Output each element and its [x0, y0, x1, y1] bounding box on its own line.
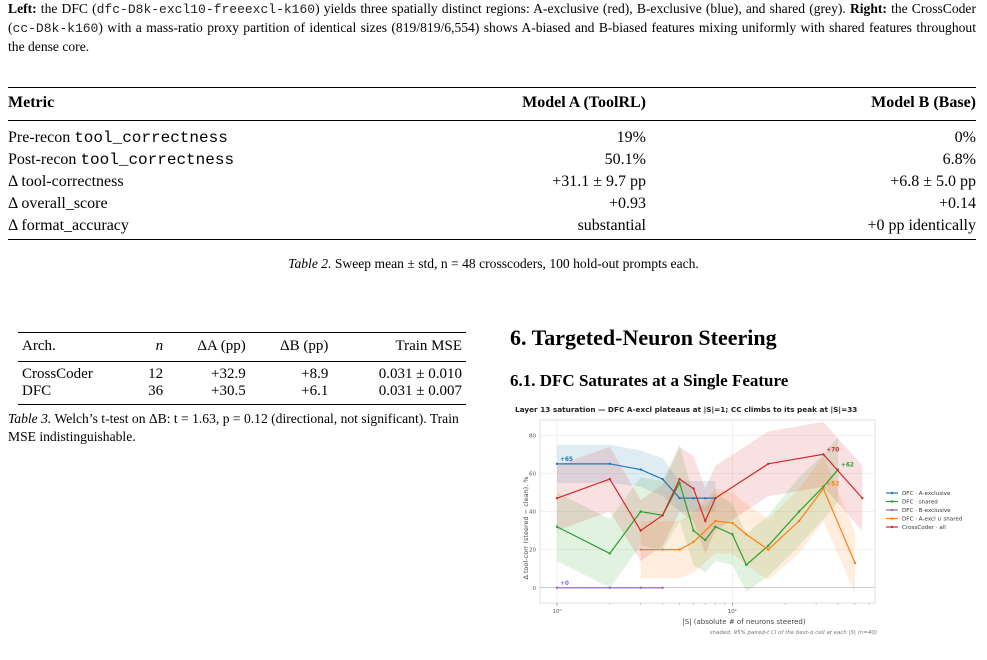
data-point [692, 487, 694, 489]
data-point [767, 463, 769, 465]
data-label: +52 [826, 481, 840, 488]
data-point [798, 520, 800, 522]
model-b-value: +6.8 ± 5.0 pp [890, 173, 976, 190]
n-value: 36 [148, 383, 164, 399]
header-train-mse: Train MSE [395, 338, 462, 354]
n-value: 12 [148, 366, 164, 382]
header-metric: Metric [8, 94, 55, 111]
data-point [639, 510, 641, 512]
data-point [704, 539, 706, 541]
data-point [609, 552, 611, 554]
data-point [639, 587, 641, 589]
figure-caption [8, 0, 976, 56]
train-mse-value: 0.031 ± 0.010 [378, 366, 462, 382]
caption-left-code: dfc-D8k-excl10-freeexcl-k160 [96, 2, 316, 17]
legend-label: DFC · A-excl ∪ shared [902, 516, 963, 523]
data-label: +0 [559, 580, 569, 587]
legend-label: CrossCoder · all [902, 525, 946, 531]
model-b-value: 6.8% [942, 151, 976, 168]
table-row [8, 171, 976, 193]
legend-marker [891, 517, 893, 519]
legend-marker [891, 500, 893, 502]
data-point [731, 533, 733, 535]
data-point [661, 587, 663, 589]
data-point [745, 564, 747, 566]
model-a-value: 19% [616, 129, 646, 146]
metric-name: Δ tool-correctness [8, 173, 124, 190]
data-point [639, 548, 641, 550]
header-arch: Arch. [22, 338, 56, 354]
data-point [661, 548, 663, 550]
data-point [714, 520, 716, 522]
data-point [861, 497, 863, 499]
data-point [661, 478, 663, 480]
data-point [692, 529, 694, 531]
data-point [767, 545, 769, 547]
table-row [8, 149, 976, 171]
data-point [609, 587, 611, 589]
y-tick-label: 40 [529, 509, 536, 516]
legend-marker [891, 526, 893, 528]
metric-name: Δ format_accuracy [8, 217, 129, 234]
table-2-caption-text: Sweep mean ± std, n = 48 crosscoders, 100 hold-out prompts each. [331, 256, 699, 271]
caption-left-post: ) yields three spatially distinct regions: A-exclusive (red), B-exclusive (blue), and shared (grey). [315, 1, 850, 16]
y-tick-label: 20 [529, 547, 536, 554]
table-2-caption [0, 256, 987, 272]
data-point [692, 497, 694, 499]
data-point [556, 497, 558, 499]
data-label: +65 [559, 456, 573, 463]
caption-right-post: ) with a mass-ratio proxy partition of identical sizes (819/819/6,554) shows A-biased and B-biased features mixing uniformly with shared features throughout the dense core. [8, 20, 976, 54]
metric-code: tool_correctness [80, 151, 235, 169]
caption-right-pre: the CrossCoder ( [8, 1, 976, 35]
data-point [639, 468, 641, 470]
data-point [639, 529, 641, 531]
table-3-caption-text: Welch’s t-test on ΔB: t = 1.63, p = 0.12 (directional, not significant). Train MSE indistinguishable. [8, 411, 459, 444]
x-tick-label: 10¹ [727, 609, 738, 615]
data-point [822, 453, 824, 455]
table-3 [18, 332, 466, 405]
delta-b-value: +8.9 [301, 366, 329, 382]
header-n: n [155, 338, 164, 354]
metric-name: Pre-recon [8, 129, 75, 146]
metric-code: tool_correctness [74, 129, 228, 147]
data-point [661, 514, 663, 516]
table-3-header [18, 333, 466, 362]
data-point [556, 587, 558, 589]
data-point [767, 548, 769, 550]
table-row [18, 383, 466, 405]
x-tick-label: 10⁰ [552, 609, 562, 615]
model-a-value: +0.93 [608, 195, 646, 212]
data-point [798, 510, 800, 512]
data-point [678, 478, 680, 480]
caption-right-label: Right: [849, 1, 887, 16]
data-label: +62 [841, 462, 854, 469]
legend-label: DFC · B-exclusive [902, 508, 951, 514]
arch-name: CrossCoder [22, 366, 93, 382]
metric-name: Post-recon [8, 151, 81, 168]
data-point [745, 533, 747, 535]
data-point [692, 541, 694, 543]
table-2 [8, 87, 976, 240]
caption-left-label: Left: [8, 1, 37, 16]
model-a-value: substantial [577, 217, 646, 234]
header-delta-b: ΔB (pp) [279, 338, 329, 354]
data-point [704, 497, 706, 499]
data-point [678, 548, 680, 550]
legend-label: DFC · shared [902, 499, 938, 506]
table-row [8, 215, 976, 240]
data-point [556, 463, 558, 465]
delta-a-value: +32.9 [211, 366, 246, 382]
model-b-value: 0% [954, 129, 976, 146]
data-point [822, 487, 824, 489]
data-point [714, 497, 716, 499]
chart-note: shaded: 95% paired-t CI of the best-α cell at each |S| (n=40) [709, 630, 877, 636]
section-title: 6. Targeted-Neuron Steering [510, 325, 777, 350]
subsection-title: 6.1. DFC Saturates at a Single Feature [510, 371, 789, 390]
data-point [714, 526, 716, 528]
y-axis-label: Δ tool-corr (steered − clean), % [522, 476, 530, 580]
model-a-value: 50.1% [604, 151, 646, 168]
caption-right-code: cc-D8k-k160 [12, 21, 99, 36]
data-label: +70 [826, 447, 840, 454]
y-tick-label: 60 [529, 471, 536, 478]
header-model-b: Model B (Base) [871, 94, 976, 111]
data-point [704, 520, 706, 522]
saturation-chart [510, 398, 980, 648]
table-row [18, 362, 466, 384]
x-axis-label: |S| (absolute # of neurons steered) [682, 618, 806, 626]
header-delta-a: ΔA (pp) [197, 338, 246, 354]
table-row [8, 193, 976, 215]
table-3-caption [8, 410, 476, 446]
table-2-caption-label: Table 2. [288, 256, 332, 271]
model-b-value: +0.14 [938, 195, 976, 212]
ci-bands [557, 422, 862, 594]
y-tick-label: 0 [532, 585, 536, 592]
delta-b-value: +6.1 [301, 383, 329, 399]
table-2-header [8, 88, 976, 121]
chart-title: Layer 13 saturation — DFC A-excl plateaus at |S|=1; CC climbs to its peak at |S|=33 [515, 405, 858, 414]
data-point [854, 562, 856, 564]
data-point [731, 522, 733, 524]
table-row [8, 121, 976, 150]
legend [886, 491, 963, 531]
data-point [609, 463, 611, 465]
model-b-value: +0 pp identically [867, 217, 976, 234]
legend-marker [891, 492, 893, 494]
metric-name: Δ overall_score [8, 195, 108, 212]
y-tick-label: 80 [529, 433, 536, 440]
table-3-caption-label: Table 3. [8, 411, 52, 426]
train-mse-value: 0.031 ± 0.007 [378, 383, 462, 399]
legend-label: DFC · A-exclusive [902, 491, 951, 497]
legend-marker [891, 509, 893, 511]
header-model-a: Model A (ToolRL) [522, 94, 646, 111]
arch-name: DFC [22, 383, 52, 399]
data-point [678, 497, 680, 499]
model-a-value: +31.1 ± 9.7 pp [552, 173, 646, 190]
delta-a-value: +30.5 [211, 383, 246, 399]
caption-left-pre: the DFC ( [36, 1, 97, 16]
data-point [609, 478, 611, 480]
data-point [556, 526, 558, 528]
